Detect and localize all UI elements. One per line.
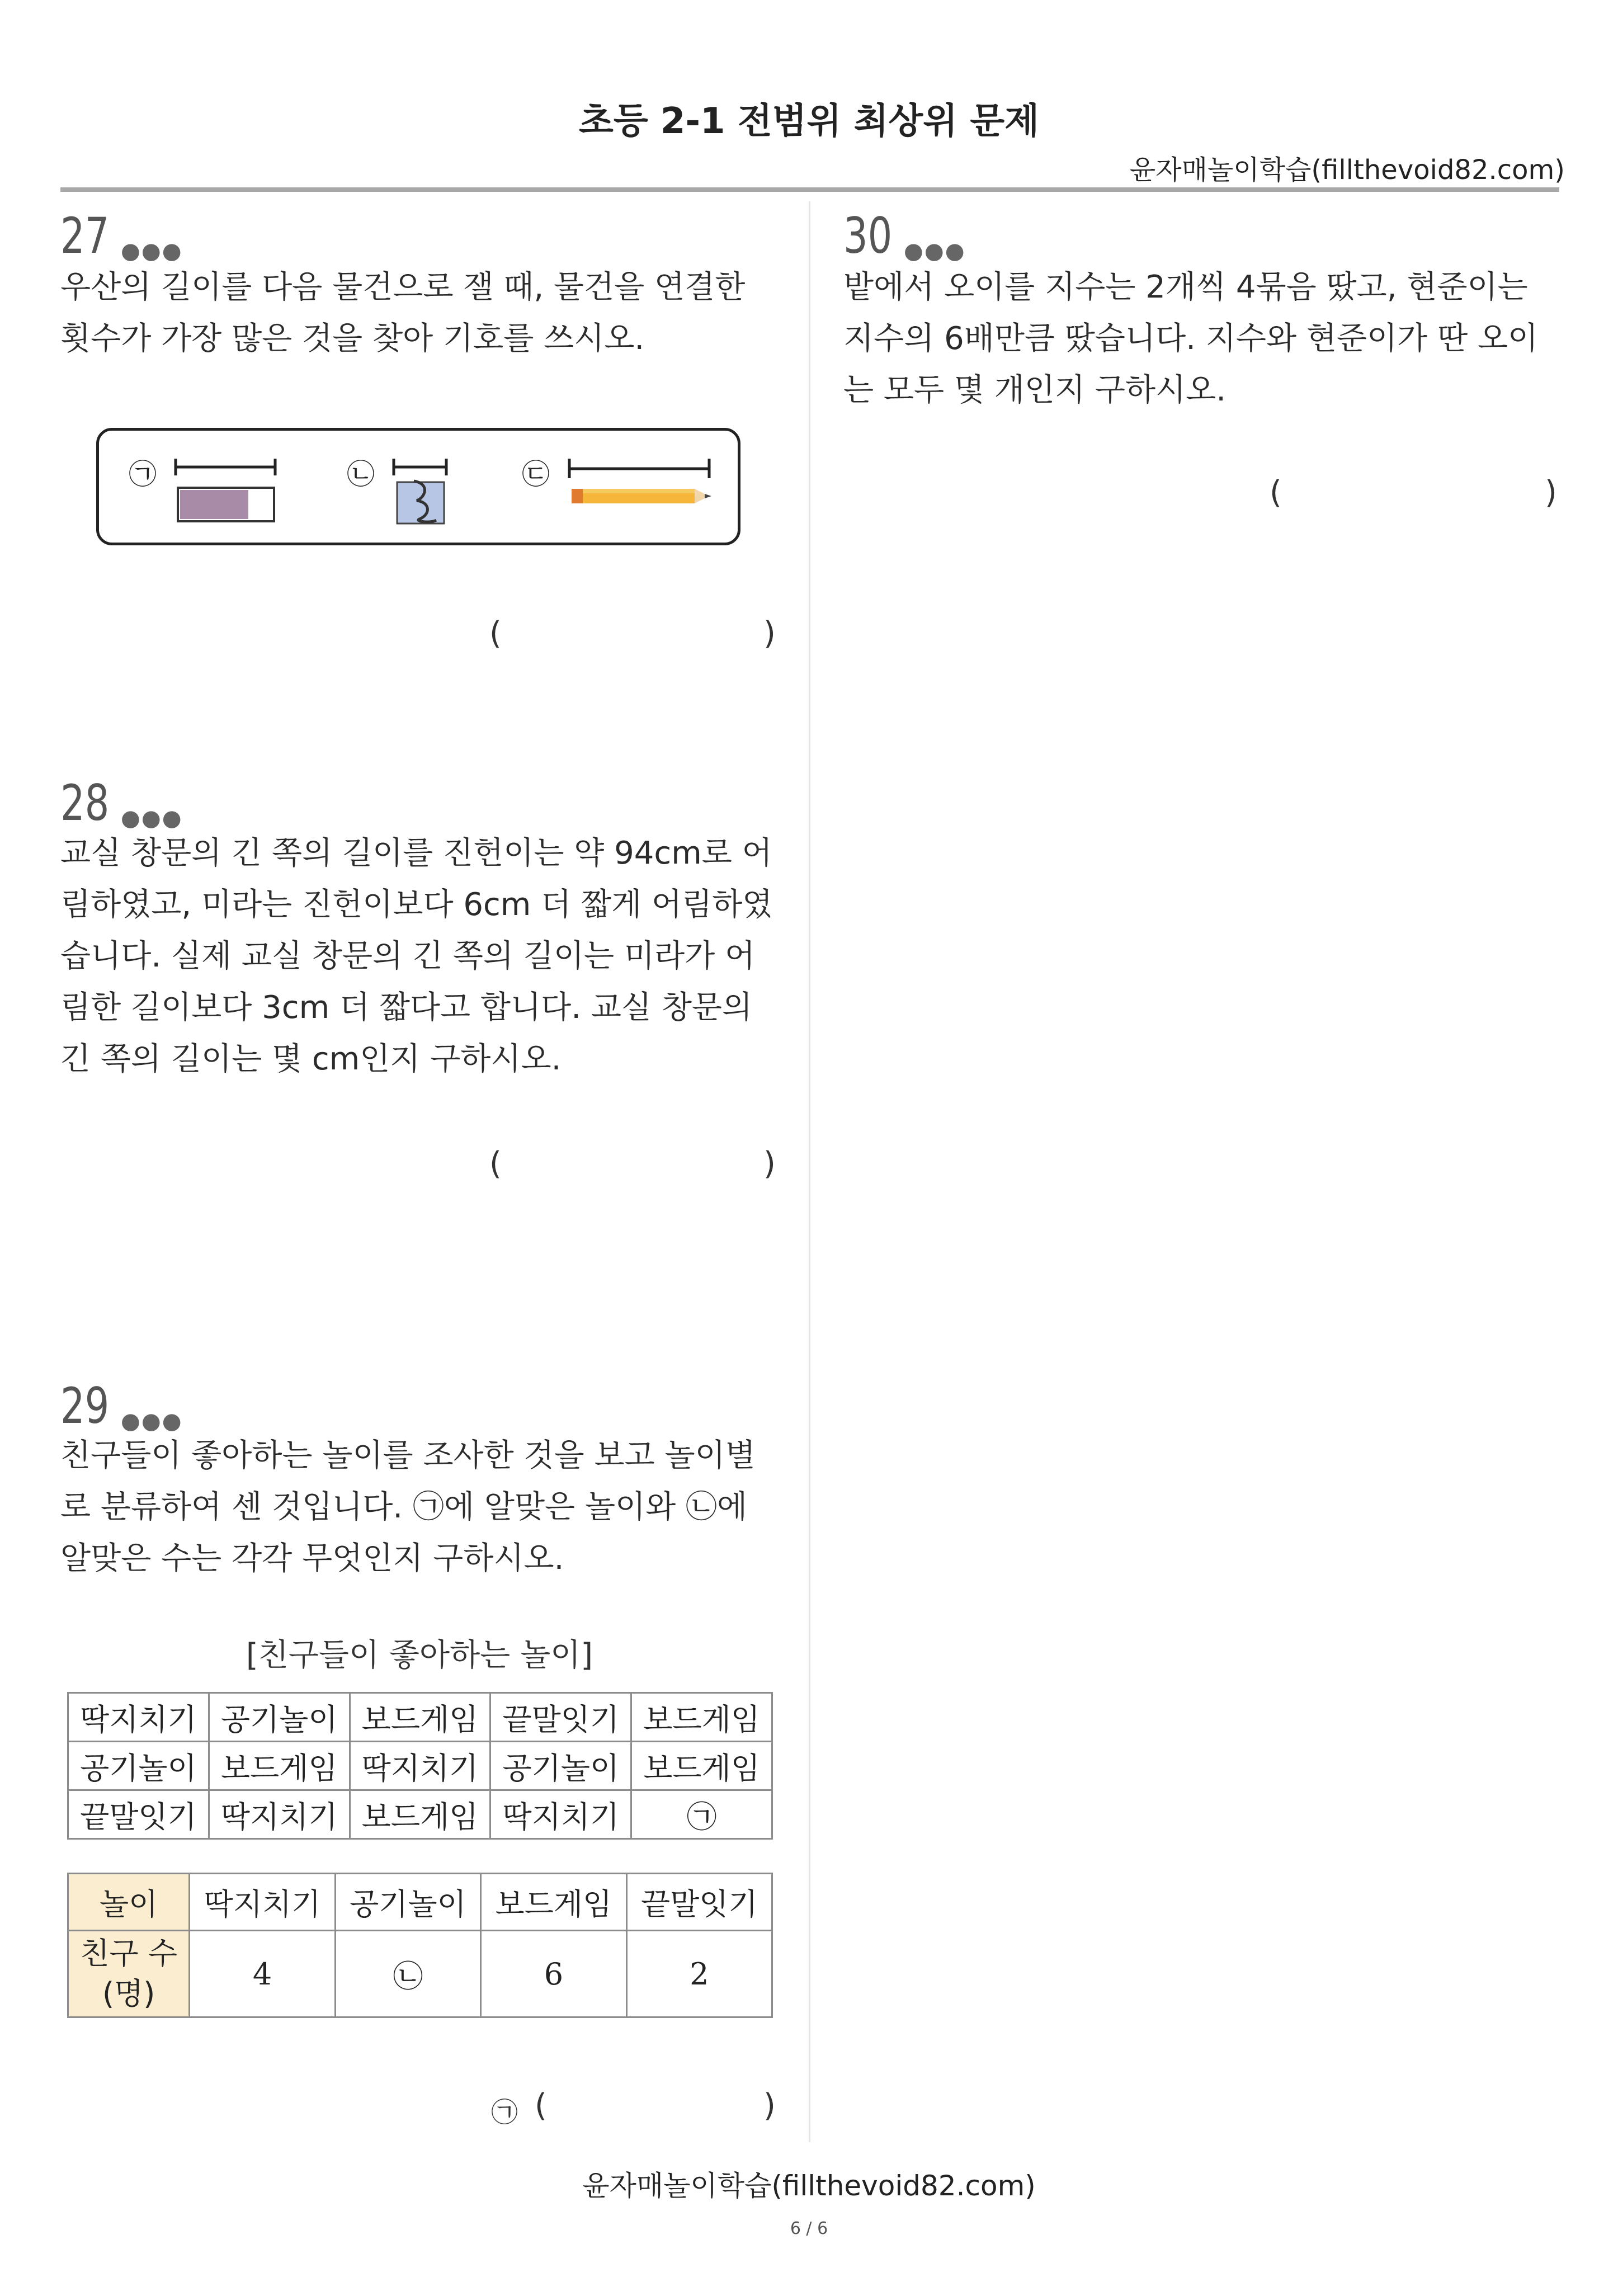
table-cell: 공기놀이 <box>68 1742 209 1790</box>
table-cell: 공기놀이 <box>209 1693 350 1742</box>
q27-line1: 우산의 길이를 다음 물건으로 잴 때, 물건을 연결한 <box>60 269 746 305</box>
table-cell: ㉡ <box>335 1931 480 2017</box>
q27-dots: ●●● <box>121 238 183 264</box>
table-cell: 보드게임 <box>631 1742 772 1790</box>
q30-line1: 밭에서 오이를 지수는 2개씩 4묶음 땄고, 현준이는 <box>843 269 1528 305</box>
header-site: 윤자매놀이학습(fillthevoid82.com) <box>1129 154 1565 186</box>
table-cell: 보드게임 <box>209 1742 350 1790</box>
q29-dots: ●●● <box>121 1408 183 1434</box>
q29-heading <box>60 1377 183 1435</box>
table-cell: 2 <box>626 1931 772 2017</box>
table-cell: 보드게임 <box>350 1790 490 1839</box>
q27-text <box>60 262 776 365</box>
q28-line3: 습니다. 실제 교실 창문의 긴 쪽의 길이는 미라가 어 <box>60 938 756 974</box>
q29-number: 29 <box>60 1377 110 1435</box>
q27-line2: 횟수가 가장 많은 것을 찾아 기호를 쓰시오. <box>60 320 645 357</box>
q29-text <box>60 1430 776 1585</box>
table-header-cell: 놀이 <box>68 1874 190 1931</box>
q30-line3: 는 모두 몇 개인지 구하시오. <box>843 372 1227 408</box>
q30-text <box>843 262 1560 416</box>
q29-answer-open: ( <box>535 2087 547 2124</box>
table-cell: 6 <box>481 1931 626 2017</box>
q28-line5: 긴 쪽의 길이는 몇 cm인지 구하시오. <box>60 1041 562 1077</box>
table-row <box>68 1742 772 1790</box>
q28-dots: ●●● <box>121 805 183 831</box>
q28-answer-open: ( <box>489 1145 502 1182</box>
table-cell: 끝말잇기 <box>490 1693 631 1742</box>
table-row-label <box>68 1931 190 2017</box>
q28-text <box>60 828 776 1085</box>
q29-answer-close: ) <box>763 2087 776 2124</box>
q27-heading <box>60 207 183 265</box>
q28-line2: 림하였고, 미라는 진헌이보다 6cm 더 짧게 어림하였 <box>60 887 773 923</box>
q28-heading <box>60 774 183 832</box>
q30-answer-open: ( <box>1270 474 1282 511</box>
pencil-icon <box>565 453 716 509</box>
table-cell: 딱지치기 <box>490 1790 631 1839</box>
table-cell: 딱지치기 <box>209 1790 350 1839</box>
table-row <box>68 1931 772 2017</box>
table-cell: ㉠ <box>631 1790 772 1839</box>
table-cell: 딱지치기 <box>350 1742 490 1790</box>
table-cell: 보드게임 <box>350 1693 490 1742</box>
table-header-cell: 보드게임 <box>481 1874 626 1931</box>
eraser-icon <box>173 453 280 523</box>
q27-label-c: ㉢ <box>522 458 550 491</box>
table-cell: 공기놀이 <box>490 1742 631 1790</box>
q30-answer-close: ) <box>1545 474 1557 511</box>
q30-dots: ●●● <box>904 238 966 264</box>
q28-answer-close: ) <box>763 1145 776 1182</box>
page-title: 초등 2-1 전범위 최상위 문제 <box>579 101 1039 142</box>
table-header-cell: 공기놀이 <box>335 1874 480 1931</box>
q29-line1: 친구들이 좋아하는 놀이를 조사한 것을 보고 놀이별 <box>60 1437 756 1474</box>
q29-table-caption: [친구들이 좋아하는 놀이] <box>246 1637 593 1673</box>
q27-answer-close: ) <box>763 615 776 652</box>
q29-survey-table <box>67 1692 773 1840</box>
page-number: 6 / 6 <box>790 2219 828 2238</box>
row-label-line2: (명) <box>102 1976 155 2011</box>
clip-icon <box>391 453 453 529</box>
column-divider <box>809 201 810 2142</box>
table-header-cell: 끝말잇기 <box>626 1874 772 1931</box>
q30-line2: 지수의 6배만큼 땄습니다. 지수와 현준이가 딴 오이 <box>843 320 1539 357</box>
table-cell: 보드게임 <box>631 1693 772 1742</box>
q30-heading <box>843 207 966 265</box>
q29-count-table <box>67 1873 773 2018</box>
table-header-cell: 딱지치기 <box>190 1874 335 1931</box>
q29-line3: 알맞은 수는 각각 무엇인지 구하시오. <box>60 1540 564 1577</box>
header-rule <box>60 187 1559 192</box>
row-label-line1: 친구 수 <box>80 1936 178 1971</box>
q27-number: 27 <box>60 207 110 265</box>
q28-line4: 림한 길이보다 3cm 더 짧다고 합니다. 교실 창문의 <box>60 989 753 1026</box>
q28-line1: 교실 창문의 긴 쪽의 길이를 진헌이는 약 94cm로 어 <box>60 835 772 871</box>
table-row <box>68 1693 772 1742</box>
table-cell: 끝말잇기 <box>68 1790 209 1839</box>
q28-number: 28 <box>60 774 110 832</box>
q27-label-b: ㉡ <box>347 458 375 491</box>
q27-answer-open: ( <box>489 615 502 652</box>
q29-answer-label: ㉠ <box>491 2097 518 2128</box>
table-row <box>68 1790 772 1839</box>
footer-site: 윤자매놀이학습(fillthevoid82.com) <box>582 2170 1036 2202</box>
q27-label-a: ㉠ <box>129 458 157 491</box>
q30-number: 30 <box>843 207 893 265</box>
table-cell: 딱지치기 <box>68 1693 209 1742</box>
table-row <box>68 1874 772 1931</box>
table-cell: 4 <box>190 1931 335 2017</box>
q29-line2: 로 분류하여 센 것입니다. ㉠에 알맞은 놀이와 ㉡에 <box>60 1489 748 1525</box>
